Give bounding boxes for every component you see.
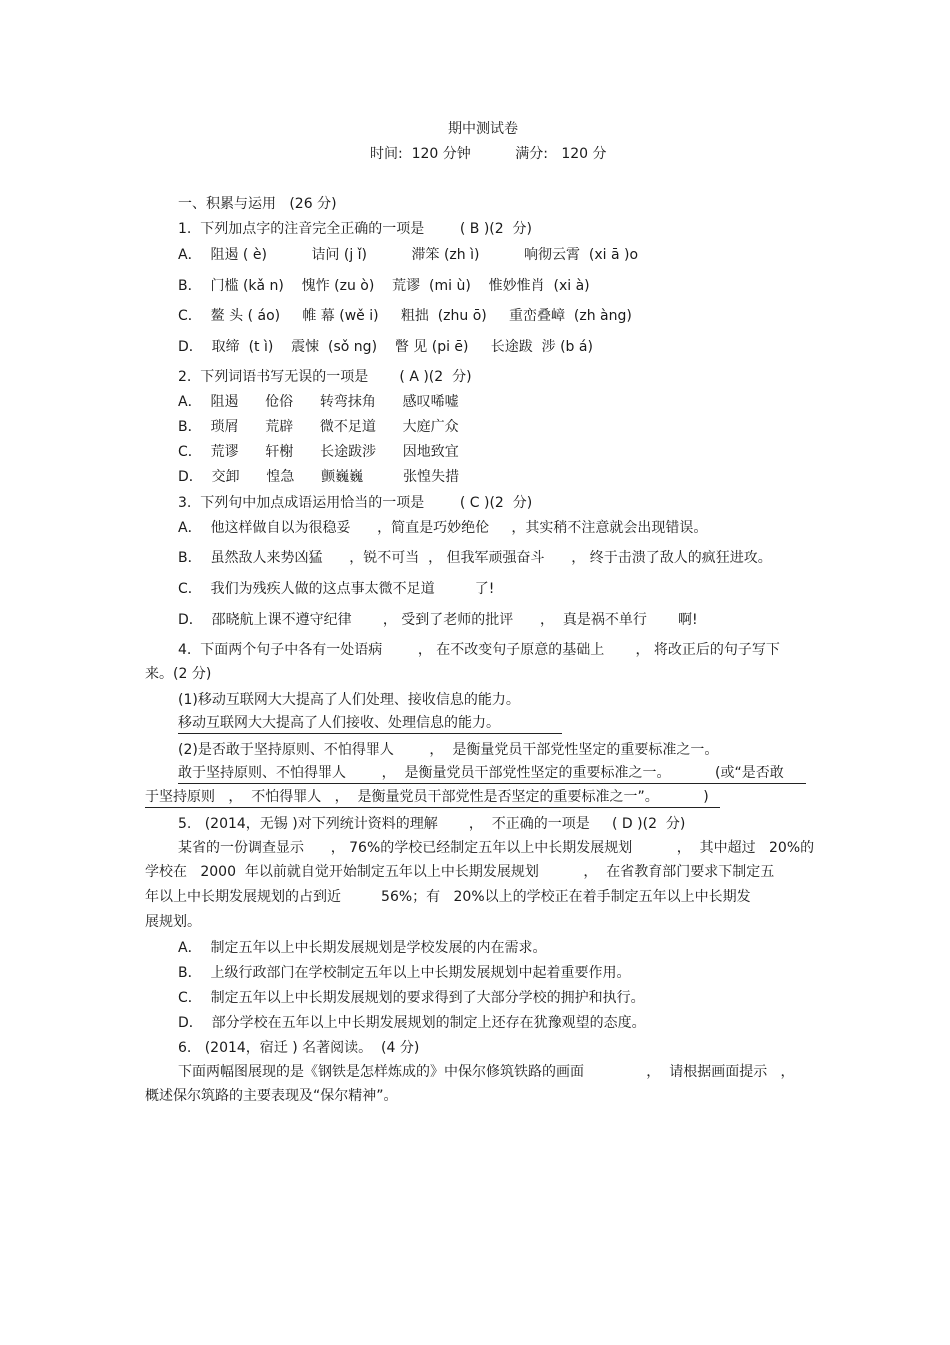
question-6-passage-line-2: 概述保尔筑路的主要表现及“保尔精神”。 — [145, 1088, 398, 1104]
question-5-passage-line-2: 学校在 2000 年以前就自觉开始制定五年以上中长期发展规划 ， 在省教育部门要求下制定五 — [145, 864, 775, 880]
page-title: 期中测试卷 — [448, 121, 518, 137]
question-5-passage-line-3: 年以上中长期发展规划的占到近 56%；有 20%以上的学校正在着手制定五年以上中长期发 — [145, 889, 751, 905]
question-4-stem: 4. 下面两个句子中各有一处语病 ， 在不改变句子原意的基础上 ， 将改正后的句子写下 — [178, 642, 780, 658]
question-5-stem: 5. (2014，无锡 )对下列统计资料的理解 ， 不正确的一项是 ( D )(2 分) — [178, 816, 686, 832]
question-4-answer-2: 敢于坚持原则、不怕得罪人 ， 是衡量党员干部党性坚定的重要标准之一。 (或“是否敢 — [178, 765, 784, 781]
question-6-passage-line-1: 下面两幅图展现的是《钢铁是怎样炼成的》中保尔修筑铁路的画面 ， 请根据画面提示 ， — [178, 1064, 795, 1080]
question-1-option-c: C． 鳌 头 ( áo) 帷 幕 (wě i) 粗拙 (zhu ō) 重峦叠嶂 (zh àng) — [178, 308, 632, 324]
question-2-option-a: A． 阻遏 伧俗 转弯抹角 感叹唏嘘 — [178, 394, 459, 410]
question-1-stem: 1. 下列加点字的注音完全正确的一项是 ( B )(2 分) — [178, 221, 533, 237]
question-3-option-b: B． 虽然敌人来势凶猛 ，锐不可当 ， 但我军顽强奋斗 ， 终于击溃了敌人的疯狂进攻。 — [178, 550, 772, 566]
section-heading: 一、积累与运用 (26 分) — [178, 196, 337, 212]
question-1-option-a: A． 阻遏 ( è) 诘问 (j ǐ) 滞笨 (zh ì) 响彻云霄 (xi ā )o — [178, 247, 639, 263]
question-6-stem: 6. (2014，宿迁 ) 名著阅读。 (4 分) — [178, 1040, 420, 1056]
question-5-passage-line-1: 某省的一份调查显示 ， 76%的学校已经制定五年以上中长期发展规划 ， 其中超过 20%的 — [178, 840, 815, 856]
exam-meta: 时间: 120 分钟 满分: 120 分 — [370, 146, 607, 162]
question-2-option-b: B． 琐屑 荒辟 微不足道 大庭广众 — [178, 419, 459, 435]
question-3-option-a: A． 他这样做自以为很稳妥 ，简直是巧妙绝伦 ，其实稍不注意就会出现错误。 — [178, 520, 708, 536]
question-5-option-a: A． 制定五年以上中长期发展规划是学校发展的内在需求。 — [178, 940, 547, 956]
question-5-option-d: D． 部分学校在五年以上中长期发展规划的制定上还存在犹豫观望的态度。 — [178, 1015, 646, 1031]
question-4-stem-cont: 来。(2 分) — [145, 666, 212, 682]
question-1-option-d: D． 取缔 (t ì) 震悚 (sǒ ng) 瞥 见 (pi ē) 长途跋 涉 (b á) — [178, 339, 593, 355]
question-3-option-c: C． 我们为残疾人做的这点事太微不足道 了! — [178, 581, 495, 597]
question-4-answer-2-cont: 于坚持原则 ， 不怕得罪人 ， 是衡量党员干部党性是否坚定的重要标准之一”。 ) — [145, 789, 709, 805]
question-5-option-c: C． 制定五年以上中长期发展规划的要求得到了大部分学校的拥护和执行。 — [178, 990, 645, 1006]
question-4-sentence-2: (2)是否敢于坚持原则、不怕得罪人 ， 是衡量党员干部党性坚定的重要标准之一。 — [178, 742, 719, 758]
answer-2-underline-cont — [145, 807, 720, 808]
question-4-sentence-1: (1)移动互联网大大提高了人们处理、接收信息的能力。 — [178, 692, 520, 708]
question-1-option-b: B． 门槛 (kǎ n) 愧怍 (zu ò) 荒谬 (mi ù) 惟妙惟肖 (xi à) — [178, 278, 590, 294]
question-4-answer-1: 移动互联网大大提高了人们接收、处理信息的能力。 — [178, 715, 500, 731]
answer-1-underline — [178, 733, 562, 734]
question-3-option-d: D． 邵晓航上课不遵守纪律 ， 受到了老师的批评 ， 真是祸不单行 啊! — [178, 612, 698, 628]
question-5-option-b: B． 上级行政部门在学校制定五年以上中长期发展规划中起着重要作用。 — [178, 965, 631, 981]
answer-2-underline — [178, 783, 806, 784]
question-2-stem: 2. 下列词语书写无误的一项是 ( A )(2 分) — [178, 369, 472, 385]
question-5-passage-line-4: 展规划。 — [145, 914, 201, 930]
question-2-option-d: D． 交卸 惶急 颤巍巍 张惶失措 — [178, 469, 460, 485]
question-3-stem: 3. 下列句中加点成语运用恰当的一项是 ( C )(2 分) — [178, 495, 533, 511]
question-2-option-c: C． 荒谬 轩榭 长途跋涉 因地致宜 — [178, 444, 459, 460]
